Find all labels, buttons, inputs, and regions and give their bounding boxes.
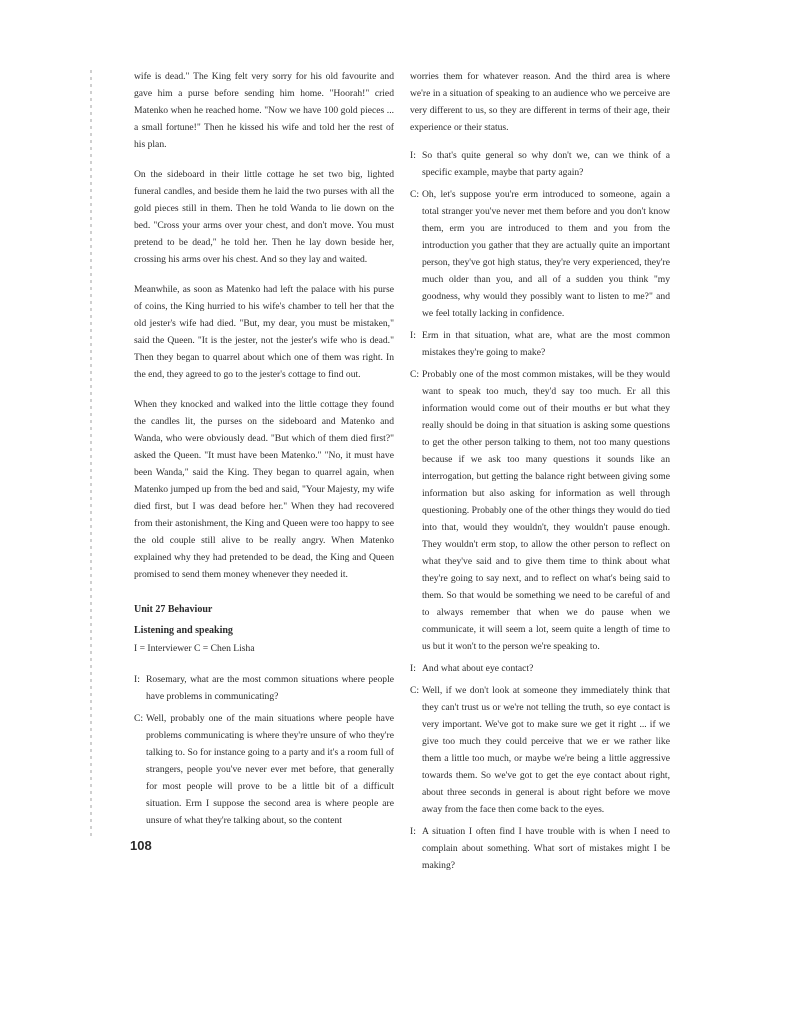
story-paragraph-1: wife is dead." The King felt very sorry for his old favourite and gave him a purse before sending him home. "Hoorah!" cried Matenko when he reached home. "Now we have 100 gold pieces ... a small fortune!" Then he kissed his wife and told her the rest of his plan. bbox=[134, 71, 394, 150]
speaker-label: I: bbox=[410, 663, 416, 674]
right-column bbox=[410, 68, 670, 879]
dialogue-turn bbox=[410, 186, 670, 322]
story-paragraph-2: On the sideboard in their little cottage he set two big, lighted funeral candles, and beside them he laid the two purses with all the gold pieces still in them. Then he told Wanda to lie down on the bed. "Cross your arms over your chest, and don't move. You must pretend to be dead," he told her. Then he lay down beside her, crossing his arms over his chest. And so they lay and waited. bbox=[134, 169, 394, 265]
speaker-text: So that's quite general so why don't we, can we think of a specific example, maybe that party again? bbox=[422, 150, 670, 178]
left-column bbox=[134, 68, 394, 834]
speaker-label: I: bbox=[410, 150, 416, 161]
dialogue-turn bbox=[134, 710, 394, 829]
binding-edge-artifact bbox=[90, 70, 92, 840]
story-paragraph-4: When they knocked and walked into the little cottage they found the candles lit, the purses on the sideboard and Matenko and Wanda, who were obviously dead. "But which of them died first?" asked the Queen. "It must have been Matenko." "No, it must have been Wanda," said the King. They began to quarrel again, when Matenko jumped up from the bed and said, "Your Majesty, my wife died first, but I was dead before her." When they had recovered from their astonishment, the King and Queen were too happy to see the old couple still alive to be really angry. When Matenko explained why they had pretended to be dead, the King and Queen promised to send them money whenever they needed it. bbox=[134, 399, 394, 580]
speaker-label: C: bbox=[410, 189, 420, 200]
speaker-label: I: bbox=[410, 826, 416, 837]
speaker-text: Probably one of the most common mistakes, will be they would want to speak too much, they'd say too much. Er all this information would come out of their mouths er but what they really should be doing in that situation is asking some questions to get the other person talking to them, not too many questions because if we ask too many questions it sounds like an interrogation, but getting the balance right between giving some information but also asking for information as well through questioning. Probably one of the other things they would do tied into that, would they wouldn't, they wouldn't pause enough. They wouldn't erm stop, to allow the other person to reflect on what they've said and to give them time to think about what they're going to say next, and to reflect on what's being said to them. So that would be something we need to be careful of and to always remember that when we do pause when we communicate, it will seem a lot, seem quite a length of time to us but it won't to the person we're speaking to. bbox=[422, 369, 670, 652]
speaker-text: Erm in that situation, what are, what are the most common mistakes they're going to make? bbox=[422, 330, 670, 358]
speaker-label: C: bbox=[134, 713, 144, 724]
dialogue-turn bbox=[410, 147, 670, 181]
speaker-key: I = Interviewer C = Chen Lisha bbox=[134, 643, 255, 654]
dialogue-turn bbox=[410, 327, 670, 361]
speaker-text: Rosemary, what are the most common situations where people have problems in communicating? bbox=[146, 674, 394, 702]
speaker-text: Oh, let's suppose you're erm introduced to someone, again a total stranger you've never met them before and you don't know them, erm you are introduced to them and you from the introduction you gather that they are actually quite an important person, they've got high status, they're very experienced, they're much older than you, and all of a sudden you think "my goodness, why would they possibly want to listen to me?" and we feel totally lacking in confidence. bbox=[422, 189, 670, 319]
speaker-label: C: bbox=[410, 369, 420, 380]
section-title: Listening and speaking bbox=[134, 625, 233, 636]
speaker-label: C: bbox=[410, 685, 420, 696]
dialogue-turn bbox=[410, 823, 670, 874]
dialogue-turn bbox=[134, 671, 394, 705]
continued-answer: worries them for whatever reason. And the third area is where we're in a situation of speaking to an audience who we perceive are very different to us, so they are different in terms of their age, their experience or their status. bbox=[410, 71, 670, 133]
speaker-label: I: bbox=[134, 674, 140, 685]
speaker-text: And what about eye contact? bbox=[422, 663, 534, 674]
page-number: 108 bbox=[130, 838, 152, 853]
story-paragraph-3: Meanwhile, as soon as Matenko had left the palace with his purse of coins, the King hurried to his wife's chamber to tell her that the old jester's wife had died. "But, my dear, you must be mistaken," said the Queen. "It is the jester, not the jester's wife who is dead." Then they began to quarrel about which one of them was right. In the end, they agreed to go to the jester's cottage to find out. bbox=[134, 284, 394, 380]
speaker-label: I: bbox=[410, 330, 416, 341]
speaker-text: Well, if we don't look at someone they immediately think that they can't trust us or we're not telling the truth, so eye contact is very important. We've got to make sure we get it right ... if we give too much they could perceive that we er we rather like them a little too much, or maybe we're being a little aggressive towards them. So we've got to get the eye contact about right, about three seconds in general is about right before we move away from the face then come back to the eyes. bbox=[422, 685, 670, 815]
unit-title: Unit 27 Behaviour bbox=[134, 604, 213, 615]
dialogue-turn bbox=[410, 660, 670, 677]
speaker-text: A situation I often find I have trouble with is when I need to complain about something. What sort of mistakes might I be making? bbox=[422, 826, 670, 871]
dialogue-turn bbox=[410, 682, 670, 818]
speaker-text: Well, probably one of the main situations where people have problems communicating is where they're unsure of who they're talking to. So for instance going to a party and it's a room full of strangers, people you've never ever met before, that generally for most people will prove to be a little bit of a difficult situation. Erm I suppose the second area is where people are unsure of what they're talking about, so the content bbox=[146, 713, 394, 826]
dialogue-turn bbox=[410, 366, 670, 655]
